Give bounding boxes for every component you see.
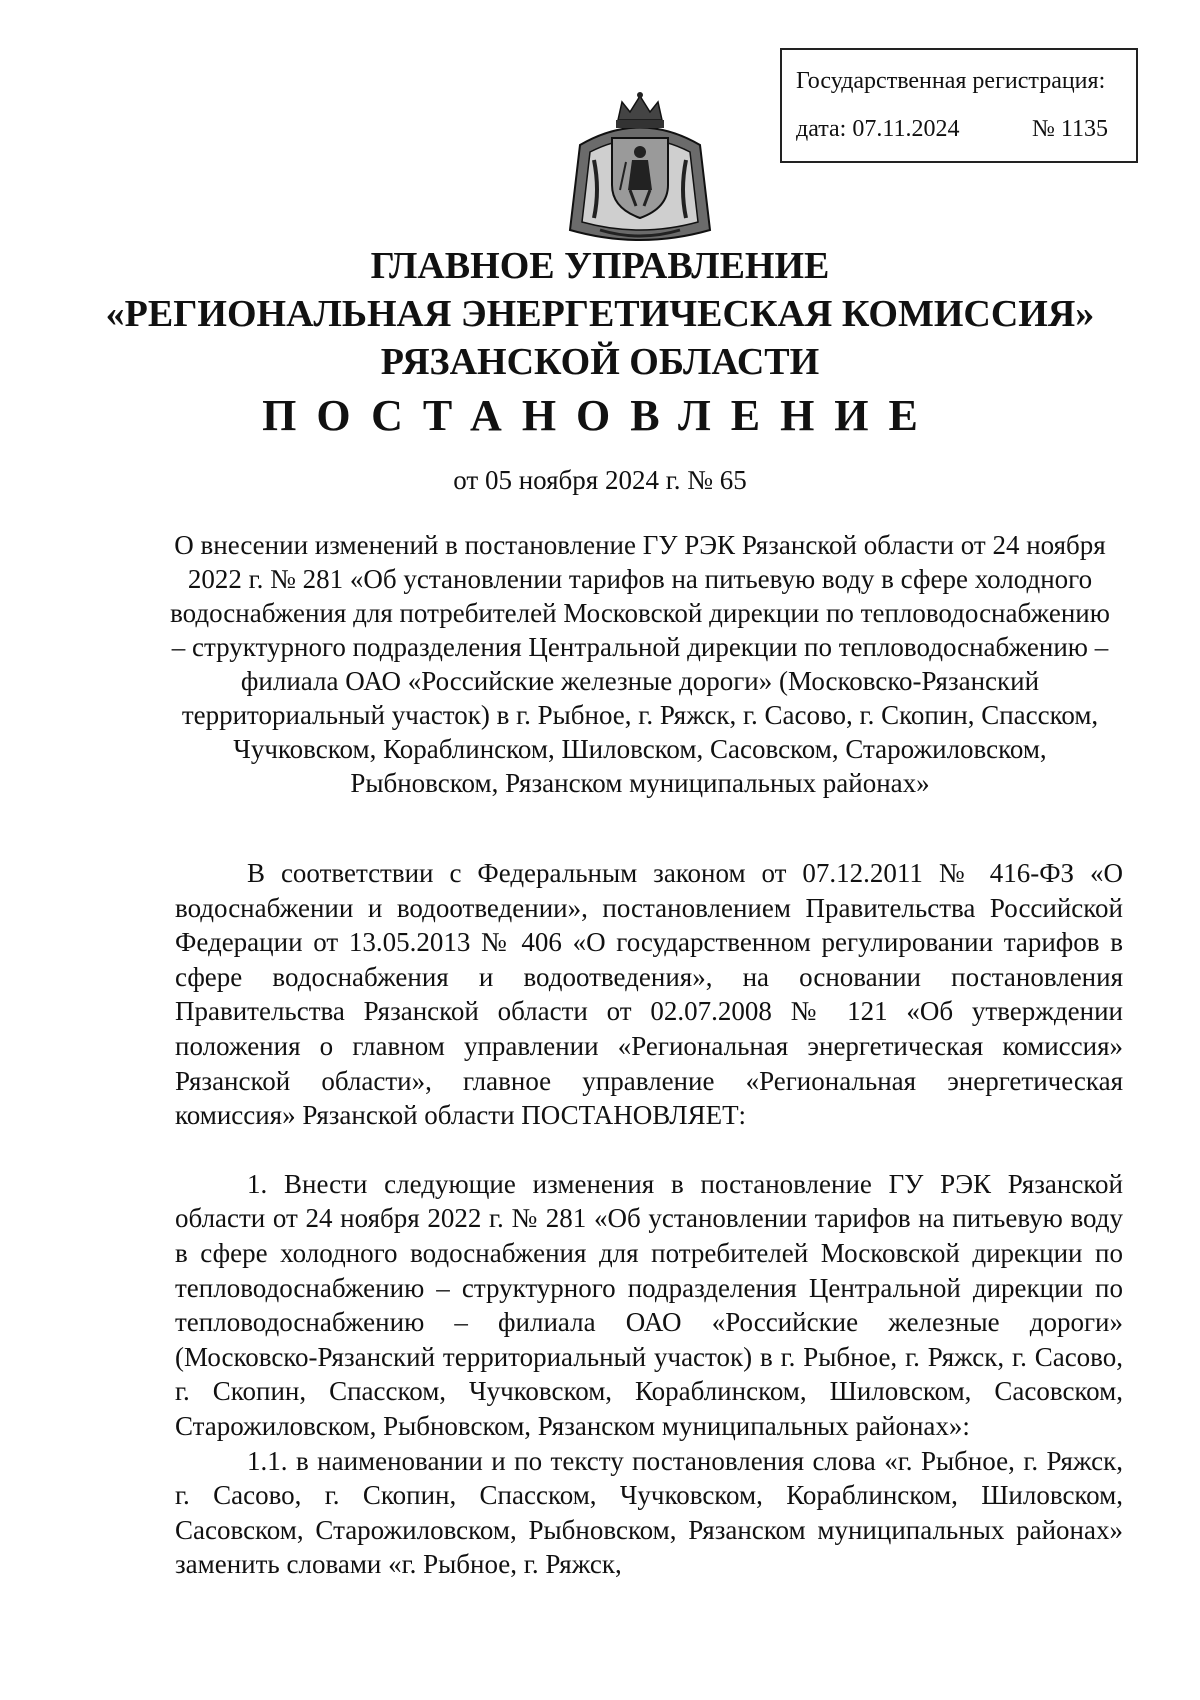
document-subject: О внесении изменений в постановление ГУ РЭК Рязанской области от 24 ноября 2022 г. № 281 «Об установлении тарифов на питьевую воду в сфере холодного водоснабжения для потребителей Московской дирекции по тепловодоснабжению – структурного подразделения Центральной дирекции по тепловодоснабжению – филиала ОАО «Российские железные дороги» (Московско-Рязанский территориальный участок) в г. Рыбное, г. Ряжск, г. Сасово, г. Скопин, Спасском, Чучковском, Кораблинском, Шиловском, Сасовском, Старожиловском, Рыбновском, Рязанском муниципальных районах» xyxy=(170,530,1110,798)
agency-title-line-3: РЯЗАНСКОЙ ОБЛАСТИ xyxy=(380,341,820,383)
item-1-1-paragraph: 1.1. в наименовании и по тексту постановления слова «г. Рыбное, г. Ряжск, г. Сасово, г. Скопин, Спасском, Чучковском, Кораблинском, Шиловском, Сасовском, Старожиловском, Рыбновском, Рязанском муниципальных районах» заменить словами «г. Рыбное, г. Ряжск, xyxy=(175,1445,1123,1580)
registration-title: Государственная регистрация: xyxy=(796,68,1106,94)
paragraph-spacer xyxy=(175,1133,1123,1167)
registration-box xyxy=(780,48,1138,163)
document-date-number: от 05 ноября 2024 г. № 65 xyxy=(453,465,747,495)
registration-date: 07.11.2024 xyxy=(852,116,960,142)
ryazan-coat-of-arms-icon xyxy=(560,90,720,250)
document-body xyxy=(175,856,1123,1582)
agency-title-line-2: «РЕГИОНАЛЬНАЯ ЭНЕРГЕТИЧЕСКАЯ КОМИССИЯ» xyxy=(105,293,1095,335)
registration-date-label: дата: xyxy=(796,116,847,142)
preamble-paragraph: В соответствии с Федеральным законом от 07.12.2011 № 416-ФЗ «О водоснабжении и водоотведении», постановлением Правительства Российской Федерации от 13.05.2013 № 406 «О государственном регулировании тарифов в сфере водоснабжения и водоотведения», на основании постановления Правительства Рязанской области от 02.07.2008 № 121 «Об утверждении положения о главном управлении «Региональная энергетическая комиссия» Рязанской области», главное управление «Региональная энергетическая комиссия» Рязанской области ПОСТАНОВЛЯЕТ: xyxy=(175,858,1123,1131)
document-type: ПОСТАНОВЛЕНИЕ xyxy=(262,391,938,440)
registration-number: № 1135 xyxy=(1032,116,1109,142)
item-1-paragraph: 1. Внести следующие изменения в постановление ГУ РЭК Рязанской области от 24 ноября 2022 г. № 281 «Об установлении тарифов на питьевую воду в сфере холодного водоснабжения для потребителей Московской дирекции по тепловодоснабжению – структурного подразделения Центральной дирекции по тепловодоснабжению – филиала ОАО «Российские железные дороги» (Московско-Рязанский территориальный участок) в г. Рыбное, г. Ряжск, г. Сасово, г. Скопин, Спасском, Чучковском, Кораблинском, Шиловском, Сасовском, Старожиловском, Рыбновском, Рязанском муниципальных районах»: xyxy=(175,1168,1123,1441)
registration-date-row xyxy=(796,116,959,143)
agency-title-line-1: ГЛАВНОЕ УПРАВЛЕНИЕ xyxy=(370,245,830,287)
